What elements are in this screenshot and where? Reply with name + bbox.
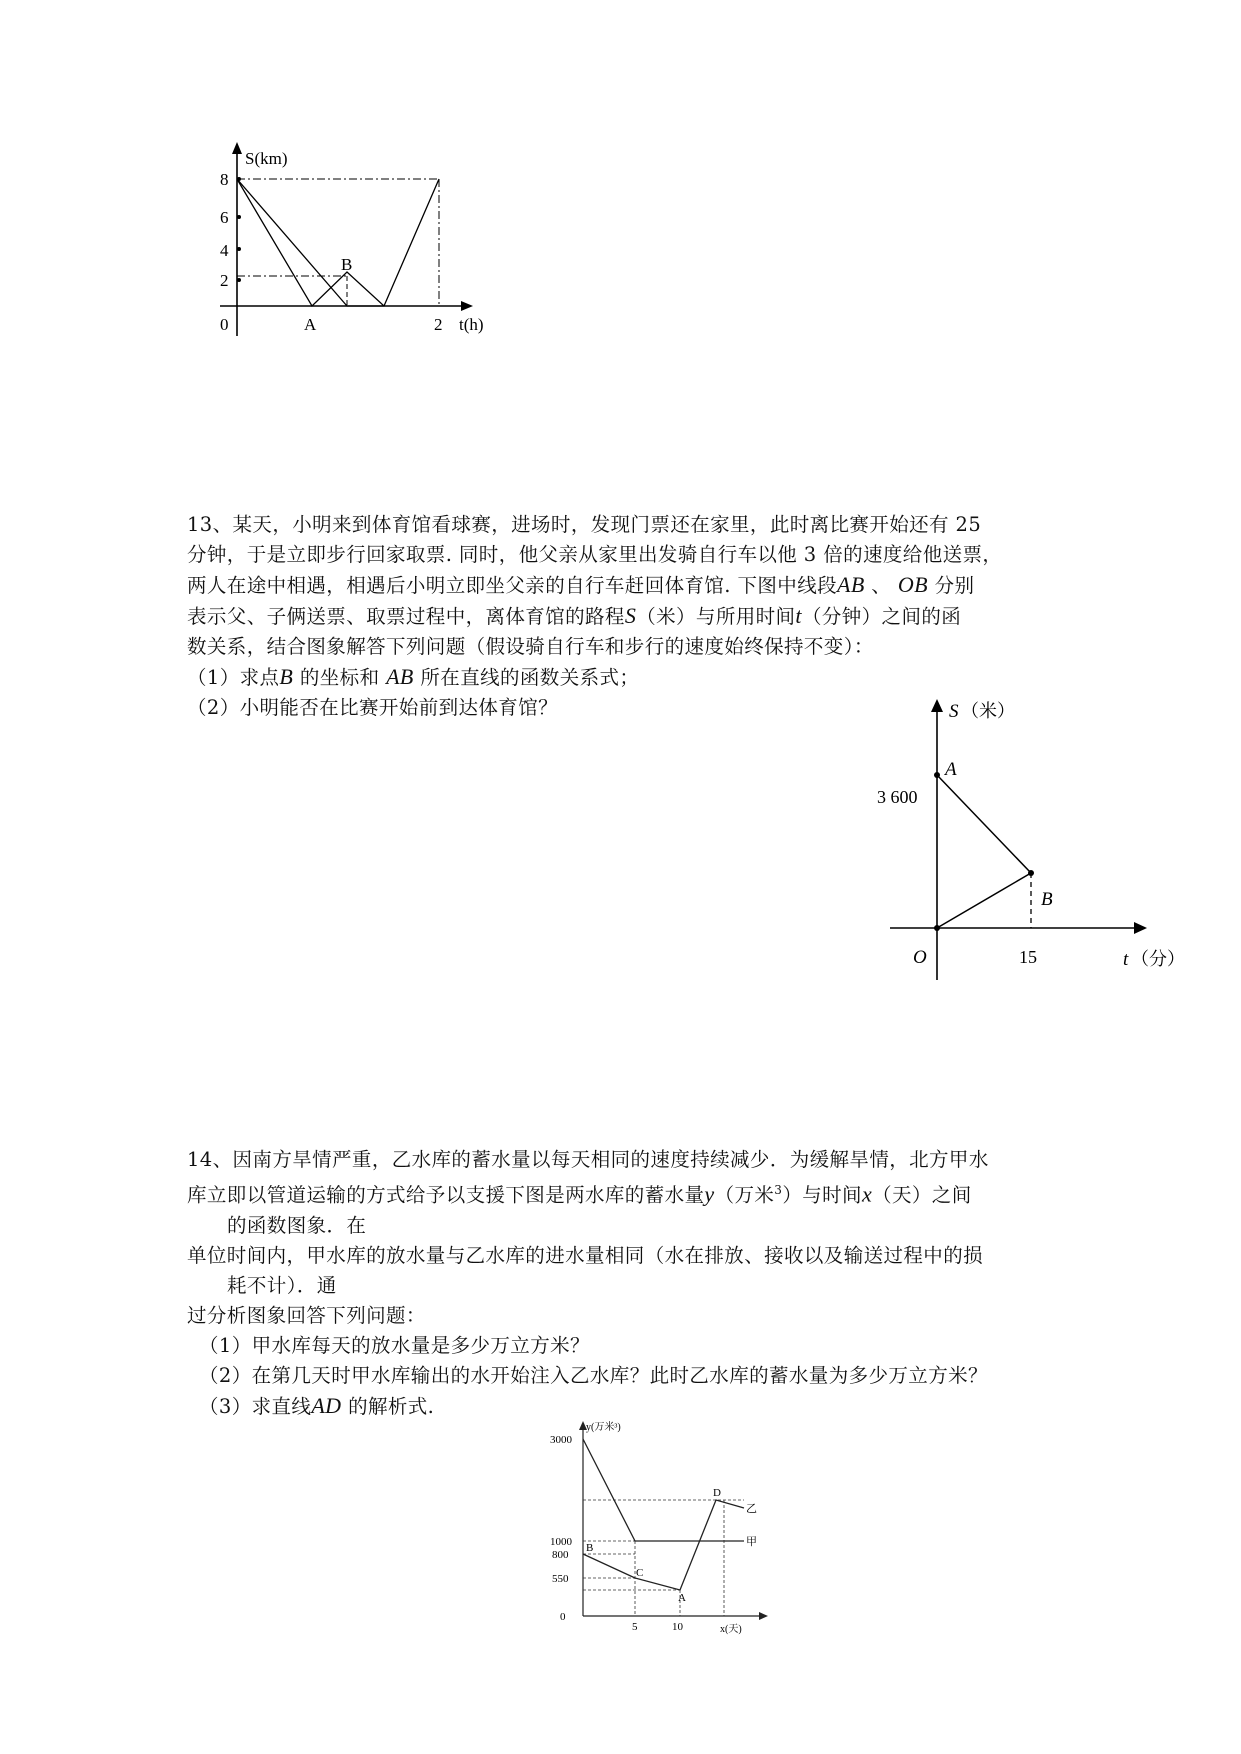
fig3-y-tick-3000: 3000 (550, 1434, 572, 1446)
q13-line-3: 两人在途中相遇，相遇后小明立即坐父亲的自行车赶回体育馆. 下图中线段AB 、 OB 分别 (187, 572, 975, 597)
q13-part-1: （1）求点B 的坐标和 AB 所在直线的函数关系式； (187, 664, 640, 689)
figure-2-graph (865, 695, 1195, 990)
figure-3-graph (548, 1418, 788, 1635)
fig2-x-tick: 15 (1019, 947, 1037, 967)
fig3-point-c: C (636, 1567, 644, 1579)
fig2-y-arrow (931, 699, 943, 712)
q13-line-1: 13、某天，小明来到体育馆看球赛，进场时，发现门票还在家里，此时离比赛开始还有 25 (187, 513, 982, 536)
fig2-origin-dot (934, 925, 940, 931)
q14-line-1: 14、因南方旱情严重，乙水库的蓄水量以每天相同的速度持续减少．为缓解旱情，北方甲水 (187, 1148, 989, 1171)
fig1-path-1 (237, 179, 384, 306)
fig1-y-tick-2: 2 (220, 271, 229, 290)
fig3-guides (583, 1500, 744, 1616)
fig3-series-yi-label: 乙 (746, 1503, 757, 1515)
q13-line-5: 数关系，结合图象解答下列问题（假设骑自行车和步行的速度始终保持不变）： (187, 635, 874, 658)
fig3-x-label: x(天) (720, 1624, 742, 1635)
fig2-x-arrow (1134, 922, 1147, 934)
fig3-x-tick-5: 5 (632, 1621, 638, 1633)
fig1-path-2 (237, 179, 439, 306)
q13-line-2: 分钟，于是立即步行回家取票. 同时，他父亲从家里出发骑自行车以他 3 倍的速度给他送票， (187, 543, 1003, 566)
fig2-segment-ob (937, 873, 1031, 928)
q14-part-3: （3）求直线AD 的解析式. (199, 1392, 435, 1418)
q14-line-2: 库立即以管道运输的方式给予以支援下图是两水库的蓄水量y（万米$^3$）与时间x（天）之间 (187, 1181, 972, 1207)
figure-1-graph (210, 140, 550, 380)
fig2-x-label-unit: （分） (1131, 949, 1185, 969)
fig1-x-tick-2: 2 (434, 315, 443, 334)
fig1-tick-8 (237, 177, 241, 181)
q14-part-2: （2）在第几天时甲水库输出的水开始注入乙水库？此时乙水库的蓄水量为多少万立方米？ (199, 1363, 988, 1387)
fig1-x-label: t(h) (459, 315, 484, 334)
fig3-y-tick-1000: 1000 (550, 1536, 572, 1548)
question-14 (187, 1145, 1057, 1422)
fig1-y-tick-8: 8 (220, 170, 229, 189)
fig1-origin: 0 (220, 315, 229, 334)
fig2-point-a: A (945, 759, 957, 780)
fig1-y-label: S(km) (245, 149, 288, 168)
fig1-tick-4 (237, 247, 241, 251)
fig1-point-b: B (341, 255, 353, 274)
fig3-x-arrow (759, 1612, 768, 1620)
fig3-y-tick-550: 550 (552, 1573, 569, 1585)
fig3-origin: 0 (560, 1611, 566, 1623)
fig2-y-label-unit: （米） (961, 701, 1015, 721)
fig3-x-tick-10: 10 (672, 1621, 683, 1633)
fig2-point-b: B (1041, 889, 1053, 910)
fig2-point-b-dot (1028, 870, 1034, 876)
fig3-series-yi (583, 1500, 744, 1590)
fig3-point-b: B (586, 1542, 594, 1554)
fig1-tick-6 (237, 215, 241, 219)
q14-line-3: 的函数图象．在 (227, 1213, 367, 1237)
fig2-x-label-var: t (1123, 949, 1129, 970)
fig1-point-a: A (304, 315, 317, 334)
fig3-series-jia-label: 甲 (746, 1536, 757, 1548)
fig1-y-tick-6: 6 (220, 208, 229, 227)
fig2-point-a-dot (934, 772, 940, 778)
fig2-y-label-var: S (949, 701, 959, 722)
fig3-y-label: y(万米³) (586, 1422, 621, 1433)
q13-line-4: 表示父、子俩送票、取票过程中，离体育馆的路程S（米）与所用时间t（分钟）之间的函 (187, 603, 962, 628)
q14-part-1: （1）甲水库每天的放水量是多少万立方米？ (199, 1333, 590, 1357)
fig2-origin: O (913, 947, 927, 968)
fig1-y-arrow (232, 142, 242, 154)
q14-line-6: 过分析图象回答下列问题： (187, 1303, 426, 1327)
q14-line-4: 单位时间内，甲水库的放水量与乙水库的进水量相同（水在排放、接收以及输送过程中的损 (187, 1243, 984, 1267)
fig2-segment-ab (937, 775, 1031, 873)
fig2-y-tick: 3 600 (877, 787, 918, 807)
fig3-point-d: D (713, 1487, 721, 1499)
q13-part-2: （2）小明能否在比赛开始前到达体育馆？ (187, 696, 559, 719)
q14-line-5: 耗不计）．通 (227, 1273, 337, 1297)
fig1-x-arrow (461, 301, 473, 311)
fig3-point-a: A (678, 1592, 686, 1604)
fig3-y-tick-800: 800 (552, 1549, 569, 1561)
fig1-y-tick-4: 4 (220, 241, 229, 260)
fig1-tick-2 (237, 278, 241, 282)
question-13 (187, 510, 1057, 723)
